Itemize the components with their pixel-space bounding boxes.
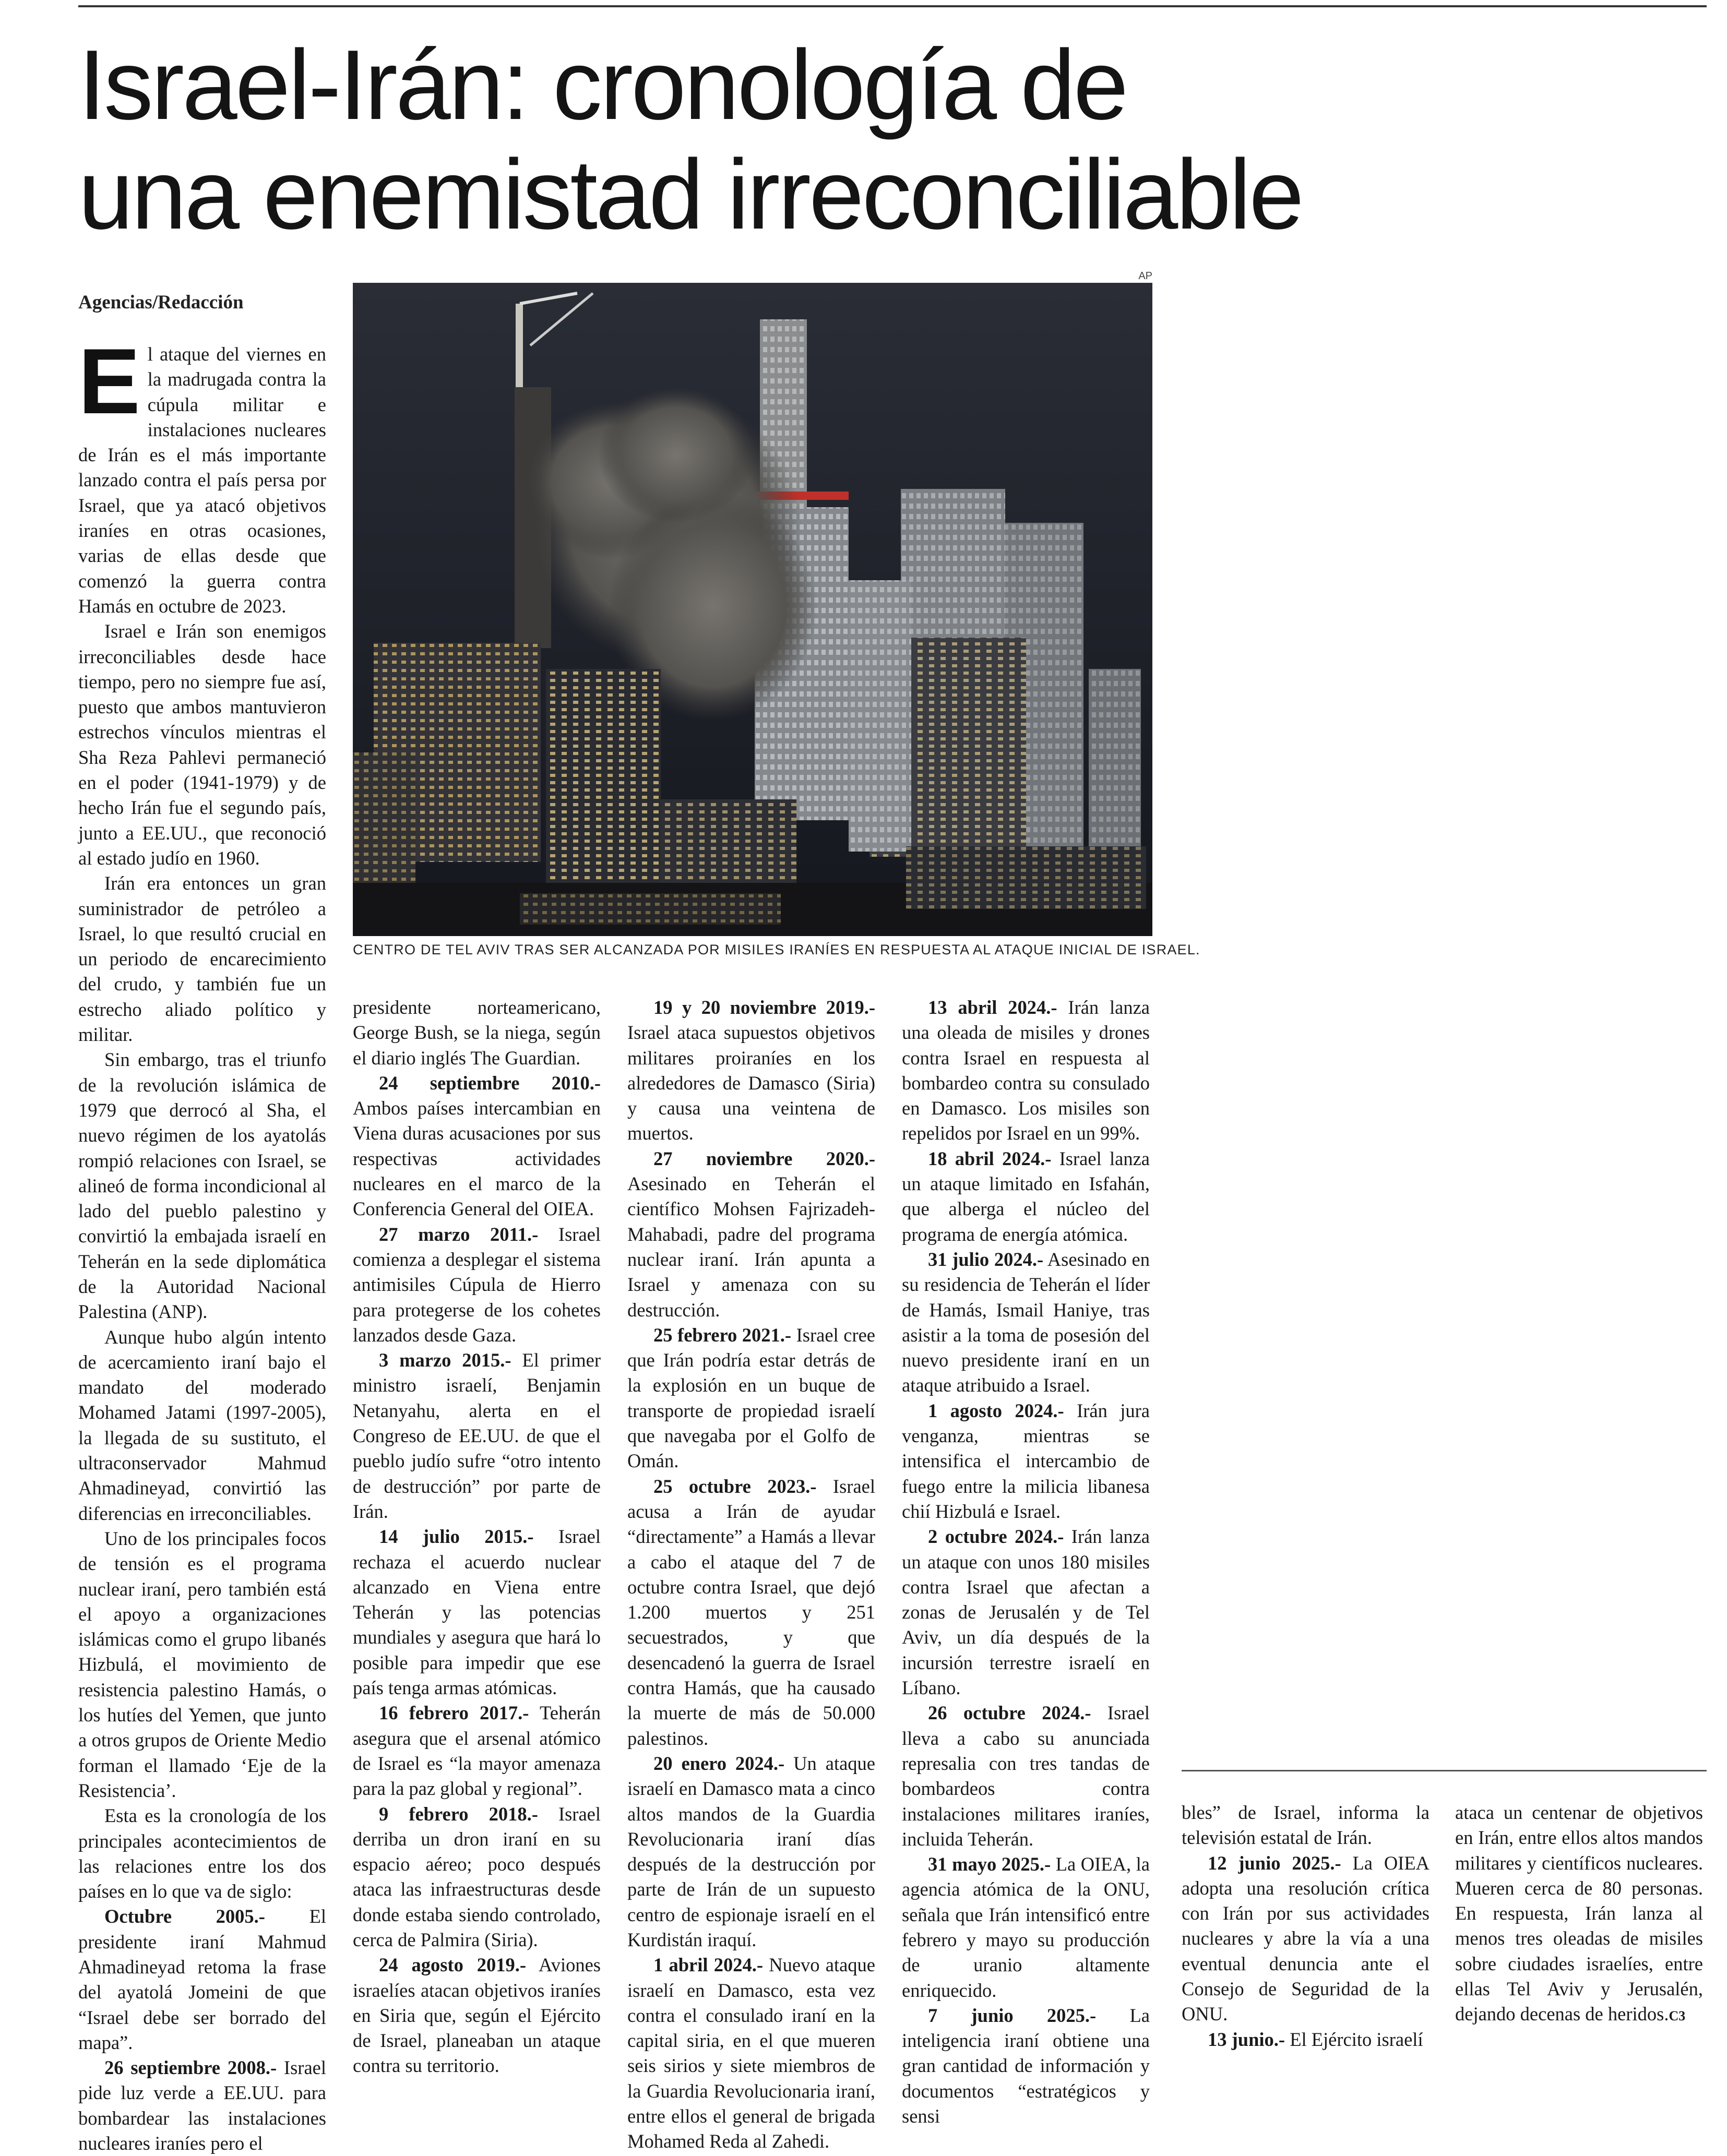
top-rule [78,5,1707,7]
timeline-text: Israel ataca supuestos objetivos militares proiraníes en los alrededores de Damasco (Siria) y causa una veintena de muertos. [627,1022,875,1144]
timeline-text: Asesinado en su residencia de Teherán el líder de Hamás, Ismail Haniye, tras asistir a la toma de posesión del nuevo presidente iraní en un ataque atribuido a Israel. [902,1248,1150,1396]
timeline-date: 1 abril 2024.- [653,1954,763,1976]
timeline-entry [78,1904,326,2055]
timeline-text: Teherán asegura que el arsenal atómico de Israel es “la mayor amenaza para la paz global y regional”. [353,1702,601,1800]
timeline-text: La OIEA, la agencia atómica de la ONU, señala que Irán intensificó entre febrero y mayo su producción de uranio altamente enriquecido. [902,1853,1150,2001]
timeline-text: Israel lanza un ataque limitado en Isfahán, que alberga el núcleo del programa de energía atómica. [902,1147,1150,1245]
timeline-text: Asesinado en Teherán el científico Mohsen Fajrizadeh-Mahabadi, padre del programa nuclear iraní. Irán apunta a Israel y amenaza con su destrucción. [627,1173,875,1321]
intro-paragraph-5: Aunque hubo algún intento de acercamiento iraní bajo el mandato del moderado Mohamed Jatami (1997-2005), la llegada de su sustituto, el ultraconservador Mahmud Ahmadineyad, convirtió las diferencias en irreconciliables. [78,1326,326,1524]
timeline-entry [902,1398,1150,1524]
timeline-text: Israel comienza a desplegar el sistema antimisiles Cúpula de Hierro para protegerse de los cohetes lanzados desde Gaza. [353,1223,601,1346]
article-column-2 [353,995,601,2077]
timeline-entry [627,1323,875,1474]
timeline-entry [902,1247,1150,1398]
timeline-text: Israel rechaza el acuerdo nuclear alcanzado en Viena entre Teherán y las potencias mundiales y asegura que hará lo posible para impedir que ese país tenga armas atómicas. [353,1526,601,1699]
timeline-date: 19 y 20 noviembre 2019.- [653,997,875,1018]
timeline-date: 24 septiembre 2010.- [379,1072,601,1094]
end-mark-icon: C3 [1669,2008,1686,2024]
tel-aviv-night-skyline-image [353,283,1152,936]
timeline-text: El presidente iraní Mahmud Ahmadineyad retoma la frase del ayatolá Jomeini de que “Israel debe ser borrado del mapa”. [78,1906,326,2053]
headline [78,30,1331,249]
timeline-text: Irán jura venganza, mientras se intensifica el intercambio de fuego entre la milicia libanesa chií Hizbulá e Israel. [902,1399,1150,1522]
timeline-entry [902,1852,1150,2003]
photo-credit: AP [1138,270,1152,282]
timeline-date: 26 septiembre 2008.- [104,2057,277,2079]
timeline-date: 27 marzo 2011.- [379,1223,539,1245]
drop-cap: E [78,329,140,433]
timeline-entry [902,2003,1150,2129]
timeline-text: El primer ministro israelí, Benjamin Netanyahu, alerta en el Congreso de EE.UU. de que el pueblo judío sufre “otro intento de destrucción” por parte de Irán. [353,1349,601,1522]
photo-caption: CENTRO DE TEL AVIV TRAS SER ALCANZADA POR MISILES IRANÍES EN RESPUESTA AL ATAQUE INICIAL DE ISRAEL. [353,942,1200,957]
timeline-text: El Ejército israelí [1285,2028,1423,2050]
timeline-entry [627,1146,875,1323]
timeline-entry [627,1751,875,1953]
timeline-date: 12 junio 2025.- [1208,1852,1341,1874]
section-divider [1182,1770,1707,1771]
timeline-entry [902,995,1150,1146]
headline-line-2: una enemistad irreconciliable [78,139,1302,250]
article-column-1 [78,329,326,2154]
timeline-date: 26 octubre 2024.- [928,1702,1091,1724]
timeline-entry [78,2055,326,2156]
headline-line-1: Israel-Irán: cronología de [78,30,1127,140]
timeline-date: 3 marzo 2015.- [379,1349,511,1371]
article-column-4 [902,995,1150,2127]
timeline-date: 13 junio.- [1208,2028,1285,2050]
timeline-text: ataca un centenar de objetivos en Irán, entre ellos altos mandos militares y científicos nucleares. Mueren cerca de 80 personas. En respuesta, Irán lanza al menos tres oleadas de misiles sobre ciudades israelíes, entre ellas Tel Aviv y Jerusalén, dejando decenas de heridos. [1455,1802,1703,2025]
timeline-text: Israel derriba un dron iraní en su espacio aéreo; poco después ataca las infraestructuras desde donde estaba siendo controlado, cerca de Palmira (Siria). [353,1803,601,1950]
timeline-date: 1 agosto 2024.- [928,1399,1064,1421]
timeline-text: Israel lleva a cabo su anunciada represalia con tres tandas de bombardeos contra instalaciones militares iraníes, incluida Teherán. [902,1702,1150,1850]
timeline-continuation: bles” de Israel, informa la televisión estatal de Irán. [1182,1802,1430,1849]
timeline-entry [627,1953,875,2154]
timeline-date: 31 mayo 2025.- [928,1853,1051,1875]
intro-paragraph-1 [78,329,326,619]
timeline-text: Irán lanza una oleada de misiles y drones contra Israel en respuesta al bombardeo contra su consulado en Damasco. Los misiles son repelidos por Israel en un 99%. [902,997,1150,1144]
timeline-entry [353,1348,601,1524]
timeline-entry [1182,1851,1430,2027]
timeline-entry [902,1524,1150,1700]
timeline-date: 25 octubre 2023.- [653,1475,817,1497]
timeline-date: 9 febrero 2018.- [379,1803,538,1825]
timeline-date: 24 agosto 2019.- [379,1954,527,1976]
article-column-3 [627,995,875,2152]
timeline-text: La OIEA adopta una resolución crítica con Irán por sus actividades nucleares y abre la vía a una eventual denuncia ante el Consejo de Seguridad de la ONU. [1182,1852,1430,2025]
timeline-date: 13 abril 2024.- [928,997,1057,1018]
intro-paragraph-4: Sin embargo, tras el triunfo de la revolución islámica de 1979 que derrocó al Sha, el nuevo régimen de los ayatolás rompió relaciones con Israel, se alineó de forma incondicional al lado del pueblo palestino y convirtió la embajada israelí en Teherán en la sede diplomática de la Autoridad Nacional Palestina (ANP). [78,1049,326,1323]
timeline-text: La inteligencia iraní obtiene una gran cantidad de información y documentos “estratégicos y sensi [902,2004,1150,2127]
timeline-text: Aviones israelíes atacan objetivos iraníes en Siria que, según el Ejército de Israel, planeaban un ataque contra su territorio. [353,1954,601,2077]
timeline-entry [902,1146,1150,1247]
timeline-date: 7 junio 2025.- [928,2004,1097,2026]
article-column-5 [1182,1800,1430,2050]
intro-paragraph-3: Irán era entonces un gran suministrador de petróleo a Israel, lo que resultó crucial en un periodo de encarecimiento del crudo, y también fue un estrecho aliado político y militar. [78,872,326,1046]
timeline-text: Israel pide luz verde a EE.UU. para bombardear las instalaciones nucleares iraníes pero el [78,2057,326,2154]
timeline-text: Israel cree que Irán podría estar detrás de la explosión en un buque de transporte de propiedad israelí que navegaba por el Golfo de Omán. [627,1324,875,1472]
timeline-date: 25 febrero 2021.- [653,1324,792,1346]
timeline-date: 2 octubre 2024.- [928,1526,1064,1548]
timeline-date: 18 abril 2024.- [928,1147,1052,1169]
timeline-entry [353,1071,601,1222]
timeline-entry [353,1802,601,1953]
timeline-entry [353,1953,601,2078]
byline: Agencias/Redacción [78,292,244,313]
timeline-continuation: presidente norteamericano, George Bush, se la niega, según el diario inglés The Guardian. [353,997,601,1069]
timeline-date: 27 noviembre 2020.- [653,1147,875,1169]
timeline-text: Irán lanza un ataque con unos 180 misiles contra Israel que afectan a zonas de Jerusalén y de Tel Aviv, un día después de la incursión terrestre israelí en Líbano. [902,1526,1150,1699]
intro-paragraph-6: Uno de los principales focos de tensión es el programa nuclear iraní, pero también está el apoyo a organizaciones islámicas como el grupo libanés Hizbulá, el movimiento de resistencia palestino Hamás, o los hutíes del Yemen, que junto a otros grupos de Oriente Medio forman el llamado ‘Eje de la Resistencia’. [78,1527,326,1801]
timeline-text: Nuevo ataque israelí en Damasco, esta vez contra el consulado iraní en la capital siria, en el que mueren seis sirios y siete miembros de la Guardia Revolucionaria iraní, entre ellos el general de brigada Mohamed Reda al Zahedi. [627,1954,875,2152]
timeline-entry [627,1474,875,1751]
timeline-entry [353,1222,601,1348]
timeline-date: 31 julio 2024.- [928,1248,1044,1270]
timeline-text: Israel acusa a Irán de ayudar “directamente” a Hamás a llevar a cabo el ataque del 7 de octubre contra Israel, que dejó 1.200 muertos y 251 secuestrados, y que desencadenó la guerra de Israel contra Hamás, que ha causado la muerte de más de 50.000 palestinos. [627,1475,875,1749]
timeline-continuation [1455,1800,1703,2029]
timeline-text: Un ataque israelí en Damasco mata a cinco altos mandos de la Guardia Revolucionaria iraní días después de la destrucción por parte de Irán de un supuesto centro de espionaje israelí en el Kurdistán iraquí. [627,1752,875,1950]
article-column-6 [1455,1800,1703,2027]
timeline-entry [1182,2027,1430,2052]
timeline-entry [353,1524,601,1700]
timeline-date: 14 julio 2015.- [379,1526,534,1548]
timeline-date: Octubre 2005.- [104,1906,265,1927]
tel-aviv-photo [353,283,1152,936]
intro-paragraph-7: Esta es la cronología de los principales acontecimientos de las relaciones entre los dos países en lo que va de siglo: [78,1805,326,1902]
timeline-entry [902,1700,1150,1852]
intro-paragraph-2: Israel e Irán son enemigos irreconciliables desde hace tiempo, pero no siempre fue así, puesto que ambos mantuvieron estrechos vínculos mientras el Sha Reza Pahlevi permaneció en el poder (1941-1979) y de hecho Irán fue el segundo país, junto a EE.UU., que reconoció al estado judío en 1960. [78,620,326,869]
timeline-date: 20 enero 2024.- [653,1752,785,1774]
timeline-entry [353,1700,601,1801]
intro-paragraph-1-text: l ataque del viernes en la madrugada contra la cúpula militar e instalaciones nucleares de Irán es el más importante lanzado contra el país persa por Israel, que ya atacó objetivos iraníes en otras ocasiones, varias de ellas desde que comenzó la guerra contra Hamás en octubre de 2023. [78,343,326,617]
timeline-date: 16 febrero 2017.- [379,1702,529,1724]
timeline-entry [627,995,875,1146]
timeline-text: Ambos países intercambian en Viena duras acusaciones por sus respectivas actividades nucleares en el marco de la Conferencia General del OIEA. [353,1097,601,1220]
